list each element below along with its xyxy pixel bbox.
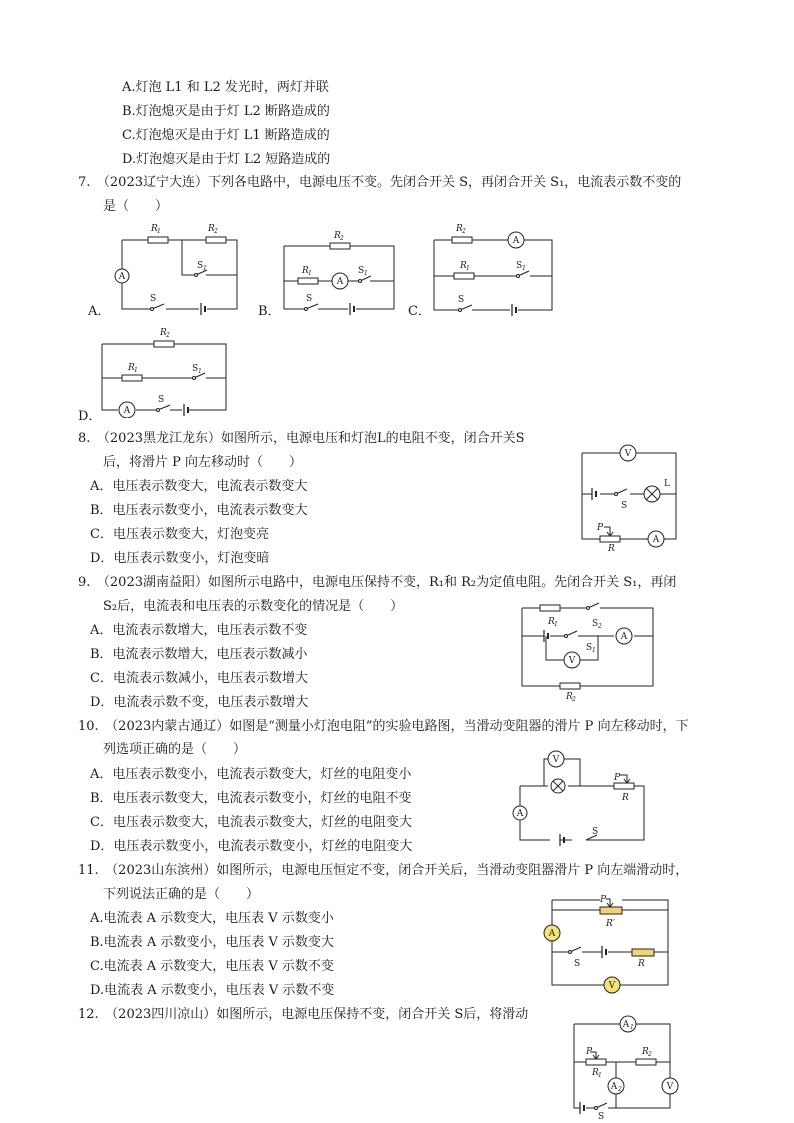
- q8-circuit: [578, 444, 682, 552]
- svg-text:P: P: [600, 895, 607, 905]
- q6-option-c: C.灯泡熄灭是由于灯 L1 断路造成的: [122, 128, 330, 143]
- ammeter-icon: A: [123, 406, 131, 416]
- q9-circuit: [518, 598, 658, 706]
- q10-option-c: C．电压表示数变大，电流表示数变大，灯丝的电阻变大: [90, 815, 412, 830]
- q9-option-d: D．电流表示数不变，电压表示数增大: [90, 695, 309, 710]
- voltmeter-icon: V: [666, 1082, 674, 1092]
- q7-stem-line2: 是（ ）: [103, 199, 169, 214]
- svg-text:S: S: [516, 261, 523, 271]
- ammeter-icon: A: [652, 535, 660, 545]
- svg-text:R: R: [642, 1047, 649, 1057]
- q6-option-a: A.灯泡 L1 和 L2 发光时，两灯并联: [122, 80, 329, 95]
- svg-text:1: 1: [134, 367, 138, 374]
- svg-text:R: R: [334, 231, 341, 241]
- q8-option-d: D．电压表示数变小，灯泡变暗: [90, 551, 270, 566]
- q11-option-a: A.电流表 A 示数变大，电压表 V 示数变小: [90, 911, 334, 926]
- q11-stem-line2: 下列说法正确的是（ ）: [103, 887, 260, 902]
- q10-stem-line1: 10. （2023内蒙古通辽）如图是“测量小灯泡电阻”的实验电路图，当滑动变阻器的滑片 P 向左移动时，下: [78, 719, 689, 734]
- q9-stem-line1: 9. （2023湖南益阳）如图所示电路中，电源电压保持不变，R₁和 R₂为定值电阻。先闭合开关 S₁，再闭: [78, 575, 677, 590]
- svg-text:2: 2: [648, 1051, 652, 1058]
- q11-option-b: B.电流表 A 示数变小，电压表 V 示数变大: [90, 935, 334, 950]
- svg-text:S: S: [197, 261, 204, 271]
- q10-option-b: B．电压表示数变大，电流表示数变小，灯丝的电阻不变: [90, 791, 412, 806]
- q7-circuit-b: [276, 226, 404, 318]
- q9-stem-line2: S₂后，电流表和电压表的示数变化的情况是（ ）: [103, 599, 404, 614]
- svg-text:R: R: [566, 692, 573, 702]
- q7-circuit-d: [96, 324, 230, 418]
- ammeter-icon: A: [336, 277, 344, 287]
- q8-option-c: C．电压表示数变大，灯泡变亮: [90, 527, 269, 542]
- q8-option-b: B．电压表示数变小，电流表示数变大: [90, 503, 308, 518]
- svg-text:R: R: [638, 959, 645, 969]
- voltmeter-icon: V: [608, 981, 616, 991]
- svg-text:L: L: [664, 479, 670, 489]
- svg-text:1: 1: [554, 621, 558, 628]
- svg-text:S: S: [150, 294, 157, 304]
- svg-text:S: S: [458, 295, 465, 305]
- svg-text:R: R: [622, 793, 629, 803]
- voltmeter-icon: V: [624, 449, 632, 459]
- svg-text:R: R: [160, 328, 167, 338]
- ammeter-icon: A: [548, 929, 556, 939]
- q12-stem-line1: 12. （2023四川凉山）如图所示，电源电压保持不变，闭合开关 S后，将滑动: [78, 1007, 529, 1022]
- svg-text:S: S: [158, 395, 165, 405]
- svg-text:2: 2: [340, 235, 344, 242]
- svg-text:1: 1: [630, 1024, 634, 1031]
- svg-text:S: S: [598, 1112, 605, 1120]
- svg-text:P: P: [614, 773, 621, 783]
- svg-text:P: P: [586, 1047, 593, 1057]
- svg-text:R: R: [592, 1068, 599, 1078]
- svg-text:1: 1: [203, 265, 207, 272]
- q8-option-a: A．电压表示数变大，电流表示数变大: [90, 479, 308, 494]
- svg-text:R: R: [151, 224, 158, 234]
- q11-circuit: [540, 892, 672, 998]
- q7-stem-line1: 7. （2023辽宁大连）下列各电路中，电源电压不变。先闭合开关 S，再闭合开关 S₁，电流表示数不变的: [78, 175, 682, 190]
- q7-option-label-a: A．: [88, 304, 111, 319]
- q11-option-c: C.电流表 A 示数变大，电压表 V 示数不变: [90, 959, 334, 974]
- q9-option-b: B．电流表示数增大，电压表示数减小: [90, 647, 308, 662]
- svg-text:1: 1: [598, 1072, 602, 1079]
- svg-text:1: 1: [466, 265, 470, 272]
- svg-text:1: 1: [592, 647, 596, 654]
- svg-text:S: S: [621, 501, 628, 511]
- q10-option-d: D．电压表示数变小，电流表示数变小，灯丝的电阻变大: [90, 839, 413, 854]
- svg-text:S: S: [358, 266, 365, 276]
- ammeter-icon: A: [620, 632, 628, 642]
- ammeter-icon: A: [118, 272, 126, 282]
- svg-text:2: 2: [462, 228, 466, 235]
- svg-text:2: 2: [214, 228, 218, 235]
- svg-text:1: 1: [364, 270, 368, 277]
- svg-text:2: 2: [166, 332, 170, 339]
- svg-text:S: S: [586, 643, 593, 653]
- ammeter-icon: A: [622, 1020, 630, 1030]
- q10-option-a: A．电压表示数变小，电流表示数变大，灯丝的电阻变小: [90, 767, 412, 782]
- svg-text:R: R: [302, 266, 309, 276]
- svg-text:P: P: [597, 523, 604, 533]
- ammeter-icon: A: [610, 1082, 618, 1092]
- svg-text:R′: R′: [606, 919, 615, 929]
- svg-text:S: S: [306, 294, 313, 304]
- q7-option-label-c: C．: [408, 304, 431, 319]
- svg-text:2: 2: [572, 696, 576, 703]
- voltmeter-icon: V: [568, 656, 576, 666]
- q9-option-a: A．电流表示数增大，电压表示数不变: [90, 623, 308, 638]
- svg-text:S: S: [192, 364, 199, 374]
- q7-option-label-d: D．: [78, 409, 102, 424]
- ammeter-icon: A: [512, 236, 520, 246]
- svg-text:1: 1: [308, 270, 312, 277]
- svg-text:S: S: [592, 827, 599, 837]
- svg-text:1: 1: [157, 228, 161, 235]
- q11-stem-line1: 11. （2023山东滨州）如图所示，电源电压恒定不变，闭合开关后，当滑动变阻器滑片 P 向左端滑动时，: [78, 863, 689, 878]
- q7-circuit-a: [104, 218, 246, 318]
- q11-option-d: D.电流表 A 示数变小，电压表 V 示数不变: [90, 983, 335, 998]
- svg-text:R: R: [456, 224, 463, 234]
- svg-text:R: R: [128, 363, 135, 373]
- ammeter-icon: A: [516, 809, 524, 819]
- voltmeter-icon: V: [552, 755, 560, 765]
- svg-text:1: 1: [198, 368, 202, 375]
- svg-text:R: R: [460, 261, 467, 271]
- svg-text:R: R: [608, 544, 615, 552]
- q8-stem-line1: 8. （2023黑龙江龙东）如图所示，电源电压和灯泡L的电阻不变，闭合开关S: [78, 431, 525, 446]
- q6-option-b: B.灯泡熄灭是由于灯 L2 断路造成的: [122, 104, 330, 119]
- svg-text:2: 2: [618, 1086, 622, 1093]
- svg-text:R: R: [548, 617, 555, 627]
- q10-stem-line2: 列选项正确的是（ ）: [103, 742, 247, 757]
- svg-text:1: 1: [522, 265, 526, 272]
- q7-option-label-b: B．: [258, 304, 281, 319]
- svg-text:2: 2: [598, 623, 602, 630]
- q6-option-d: D.灯泡熄灭是由于灯 L2 短路造成的: [122, 152, 331, 167]
- svg-text:S: S: [592, 619, 599, 629]
- q8-stem-line2: 后，将滑片 P 向左移动时（ ）: [103, 455, 303, 470]
- q10-circuit: [510, 744, 650, 848]
- q7-circuit-c: [426, 218, 556, 316]
- svg-text:S: S: [574, 959, 581, 969]
- q9-option-c: C．电流表示数减小，电压表示数增大: [90, 671, 308, 686]
- q12-circuit: [566, 1012, 688, 1120]
- svg-text:R: R: [208, 224, 215, 234]
